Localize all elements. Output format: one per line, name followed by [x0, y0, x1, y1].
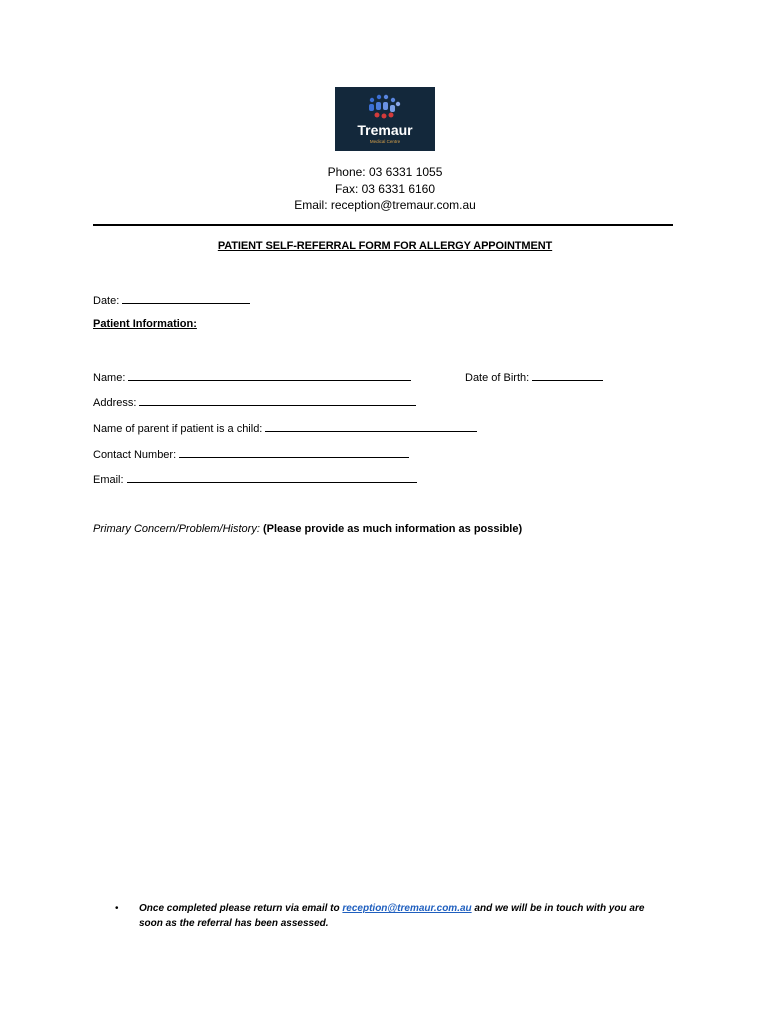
clinic-logo	[335, 87, 435, 151]
contact-number-label: Contact Number:	[93, 449, 177, 461]
logo-mark-blue-5	[396, 102, 400, 106]
contact-number-field[interactable]	[179, 446, 409, 458]
note-bullet: •	[115, 903, 119, 914]
date-label: Date:	[93, 295, 120, 307]
primary-concern-row	[93, 523, 522, 535]
logo-mark-blue-2	[377, 95, 381, 99]
note-text-before: Once completed please return via email to	[139, 903, 340, 914]
address-field[interactable]	[139, 394, 416, 406]
patient-info-heading: Patient Information:	[93, 318, 197, 330]
logo-mark-body-1	[369, 104, 374, 111]
logo-graphic	[335, 87, 435, 151]
dob-row	[465, 369, 603, 385]
address-label: Address:	[93, 397, 137, 409]
return-instructions	[139, 901, 669, 931]
primary-concern-hint: (Please provide as much information as possible)	[262, 523, 523, 535]
logo-mark-body-2	[376, 102, 381, 110]
logo-tagline: Medical Centre	[369, 139, 401, 144]
logo-mark-blue-3	[384, 95, 388, 99]
contact-fax: Fax: 03 6331 6160	[334, 181, 436, 196]
logo-wordmark: Tremaur	[357, 122, 413, 138]
header-divider	[93, 224, 673, 226]
name-label: Name:	[93, 372, 126, 384]
date-field[interactable]	[122, 292, 250, 304]
primary-concern-label: Primary Concern/Problem/History:	[93, 523, 260, 535]
name-field[interactable]	[128, 369, 411, 381]
email-row	[93, 471, 417, 487]
parent-name-row	[93, 420, 477, 436]
contact-email: Email: reception@tremaur.com.au	[294, 198, 476, 212]
date-row	[93, 292, 250, 308]
email-label: Email:	[93, 474, 124, 486]
dob-label: Date of Birth:	[465, 372, 530, 384]
logo-mark-red-1	[375, 113, 380, 118]
form-title: PATIENT SELF-REFERRAL FORM FOR ALLERGY APPOINTMENT	[217, 240, 553, 252]
parent-name-field[interactable]	[265, 420, 477, 432]
name-row	[93, 369, 411, 385]
logo-mark-blue-1	[370, 98, 374, 102]
reception-email-link[interactable]: reception@tremaur.com.au	[342, 903, 472, 914]
logo-mark-red-2	[382, 114, 387, 119]
dob-field[interactable]	[532, 369, 603, 381]
contact-phone: Phone: 03 6331 1055	[327, 165, 443, 179]
logo-mark-blue-4	[391, 98, 395, 102]
contact-number-row	[93, 446, 409, 462]
logo-mark-body-4	[390, 105, 395, 112]
email-field[interactable]	[127, 471, 417, 483]
logo-mark-red-3	[389, 113, 394, 118]
logo-mark-body-3	[383, 102, 388, 110]
address-row	[93, 394, 416, 410]
note-text-after: and we will be in touch with you are soon as the referral has been assessed.	[139, 903, 645, 929]
parent-name-label: Name of parent if patient is a child:	[93, 423, 263, 435]
